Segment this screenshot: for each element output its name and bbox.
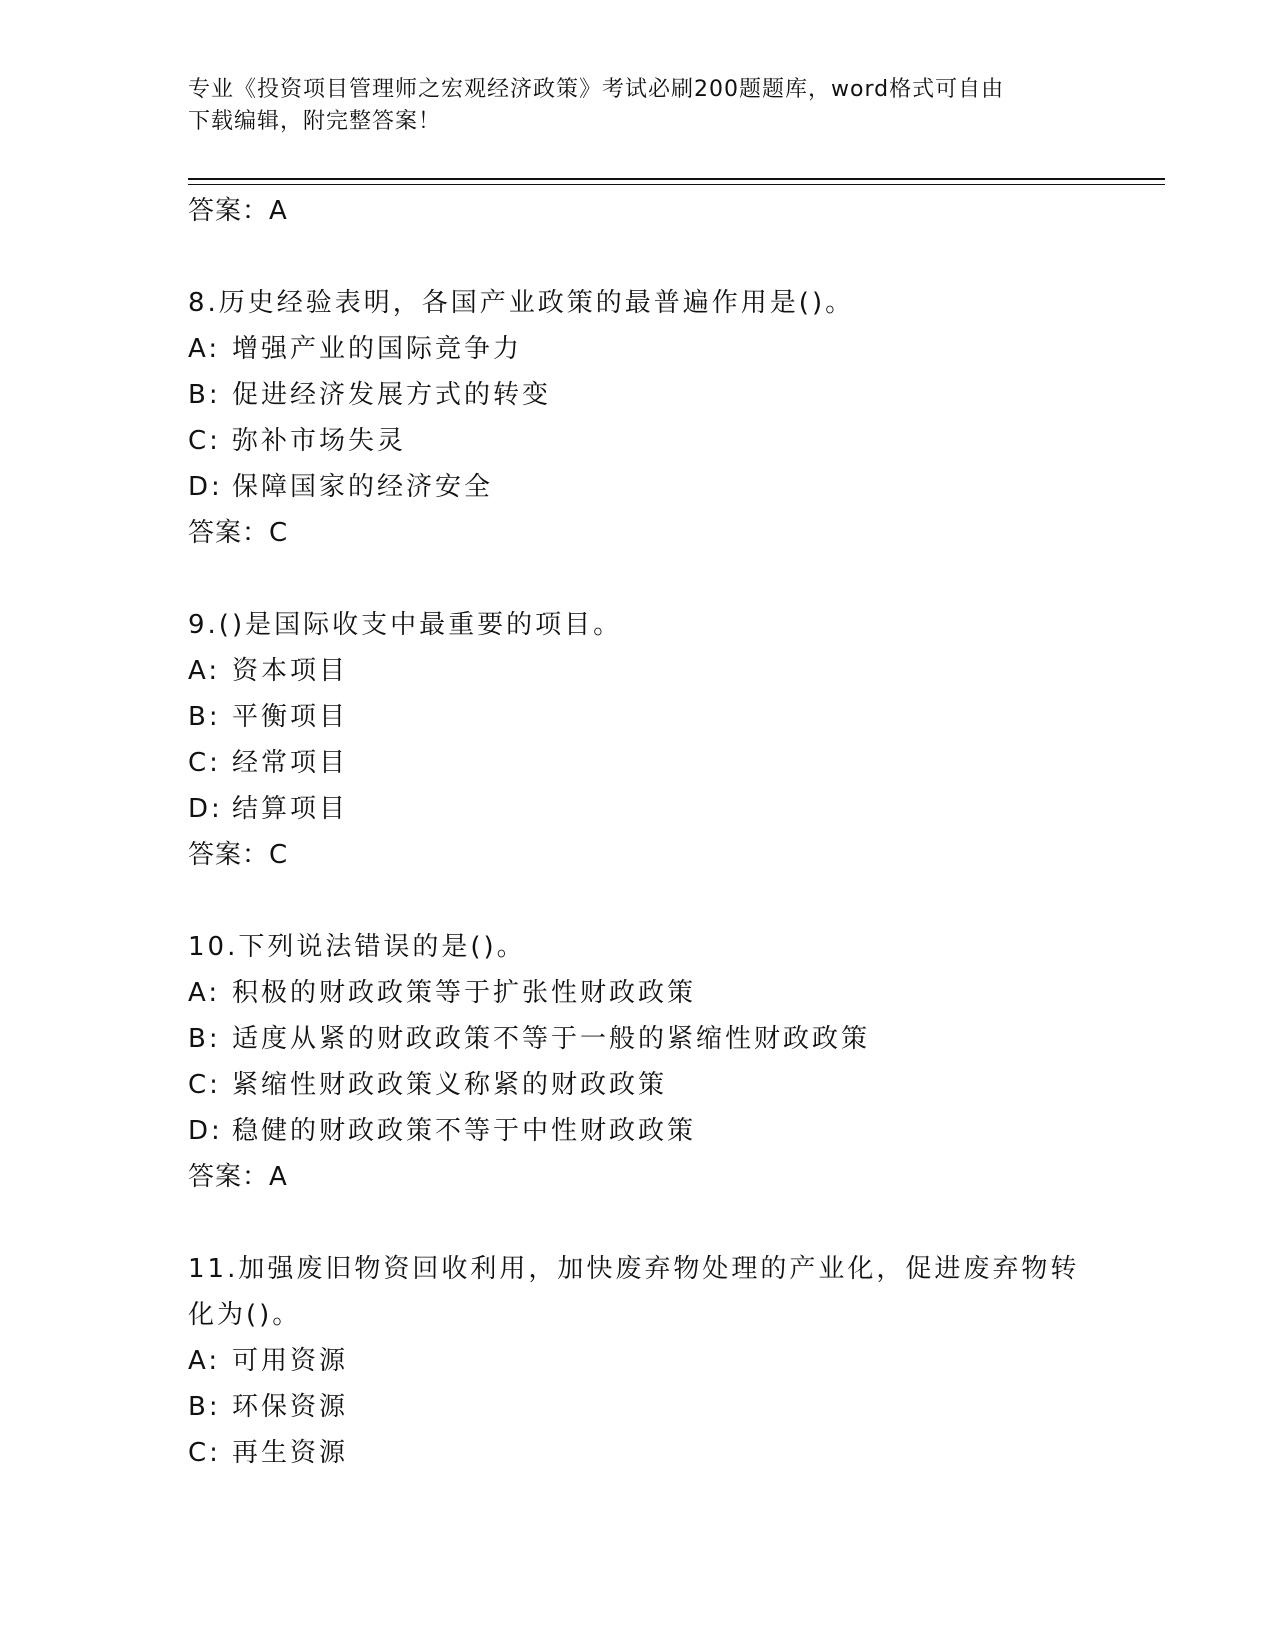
option-letter: B: [188,702,221,732]
option-text: 经常项目 [232,748,349,778]
option-text: 积极的财政政策等于扩张性财政政策 [232,978,697,1008]
option-letter: D: [188,472,223,502]
option-text: 紧缩性财政政策义称紧的财政政策 [232,1070,668,1100]
option-c [188,1430,1148,1476]
option-letter: B: [188,380,221,410]
option-a [188,326,1148,372]
option-letter: B: [188,1392,221,1422]
option-letter: D: [188,1116,223,1146]
question-8 [188,280,1148,556]
question-10 [188,924,1148,1200]
option-text: 保障国家的经济安全 [232,472,494,502]
header-line-1: 专业《投资项目管理师之宏观经济政策》考试必刷200题题库，word格式可自由 [188,77,1005,102]
option-letter: C: [188,748,221,778]
option-text: 适度从紧的财政政策不等于一般的紧缩性财政政策 [232,1024,871,1054]
option-letter: A: [188,334,221,364]
option-text: 增强产业的国际竞争力 [232,334,523,364]
question-stem: 10.下列说法错误的是()。 [188,932,526,962]
option-text: 弥补市场失灵 [232,426,407,456]
option-text: 平衡项目 [232,702,349,732]
option-text: 环保资源 [232,1392,349,1422]
option-text: 再生资源 [232,1438,349,1468]
option-d [188,464,1148,510]
option-b [188,694,1148,740]
option-text: 促进经济发展方式的转变 [232,380,552,410]
option-c [188,740,1148,786]
document-header [188,74,1068,138]
option-a [188,970,1148,1016]
question-9 [188,602,1148,878]
option-letter: A: [188,656,221,686]
option-letter: C: [188,1438,221,1468]
option-c [188,1062,1148,1108]
option-letter: C: [188,1070,221,1100]
option-b [188,1016,1148,1062]
previous-answer: 答案：A [188,196,288,226]
question-answer: 答案：A [188,1162,288,1192]
option-letter: A: [188,978,221,1008]
question-answer: 答案：C [188,840,289,870]
option-letter: D: [188,794,223,824]
option-d [188,786,1148,832]
header-line-2: 下载编辑，附完整答案！ [188,109,442,134]
question-stem: 8.历史经验表明，各国产业政策的最普遍作用是()。 [188,288,855,318]
option-c [188,418,1148,464]
option-text: 可用资源 [232,1346,349,1376]
header-divider-thick [188,178,1165,180]
option-b [188,372,1148,418]
option-text: 稳健的财政政策不等于中性财政政策 [232,1116,697,1146]
option-letter: C: [188,426,221,456]
option-d [188,1108,1148,1154]
question-list [188,188,1148,1476]
option-letter: A: [188,1346,221,1376]
option-a [188,1338,1148,1384]
option-text: 结算项目 [232,794,349,824]
question-stem: 11.加强废旧物资回收利用，加快废弃物处理的产业化，促进废弃物转化为()。 [188,1254,1080,1330]
question-answer: 答案：C [188,518,289,548]
header-divider-thin [188,184,1165,185]
option-b [188,1384,1148,1430]
option-a [188,648,1148,694]
option-letter: B: [188,1024,221,1054]
question-stem: 9.()是国际收支中最重要的项目。 [188,610,623,640]
option-text: 资本项目 [232,656,349,686]
question-11 [188,1246,1148,1476]
